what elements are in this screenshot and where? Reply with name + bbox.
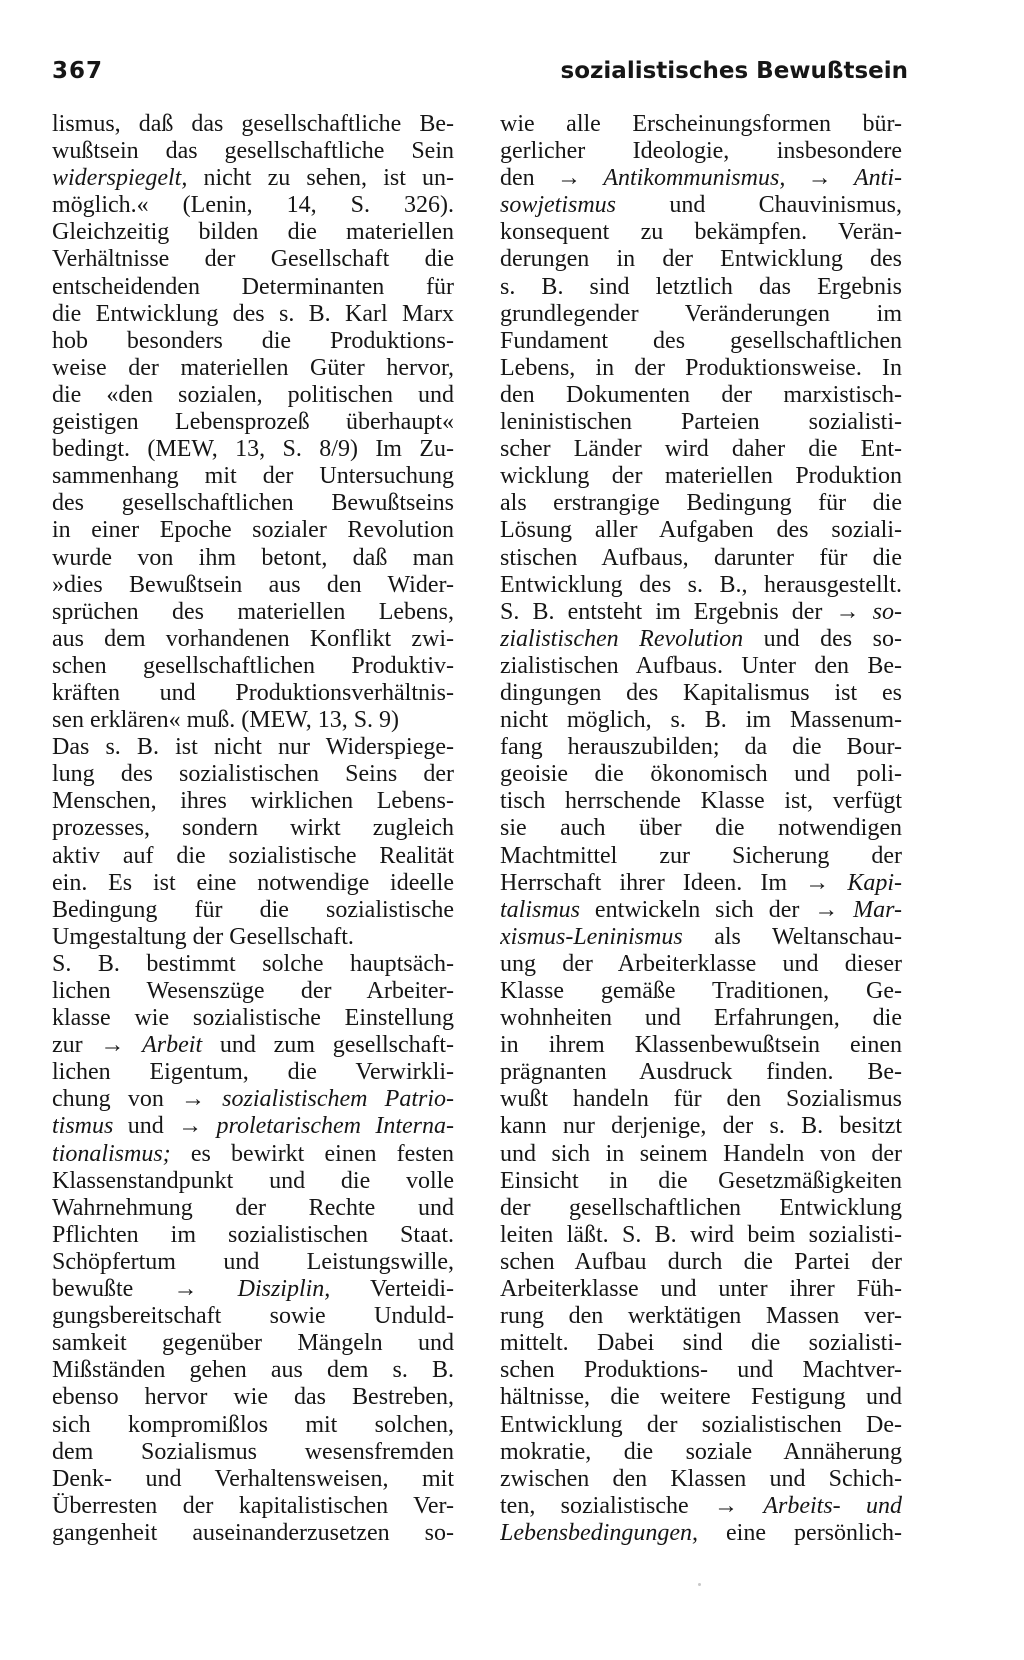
text-line: gungsbereitschaft sowie Unduld-: [52, 1303, 454, 1330]
page-number: 367: [52, 58, 104, 84]
text-line: wußtsein das gesellschaftliche Sein: [52, 138, 454, 165]
text-line: schen Aufbau durch die Partei der: [500, 1248, 902, 1275]
paper-speck: [698, 1583, 701, 1586]
text-line: wie alle Erscheinungsformen bür-: [500, 111, 902, 137]
text-line: möglich.« (Lenin, 14, S. 326).: [52, 192, 454, 219]
left-text-column: [52, 111, 454, 1547]
text-line: Überresten der kapitalistischen Ver-: [52, 1492, 454, 1519]
running-head: sozialistisches Bewußtsein: [560, 58, 908, 84]
text-line: ein. Es ist eine notwendige ideelle: [52, 869, 454, 896]
text-line: ten, sozialistische → Arbeits- und: [500, 1492, 902, 1519]
text-line: gerlicher Ideologie, insbesondere: [500, 138, 902, 165]
text-line: entscheidenden Determinanten für: [52, 273, 454, 300]
text-line: tismus und → proletarischem Interna-: [52, 1113, 454, 1140]
text-line: Wahrnehmung der Rechte und: [52, 1194, 454, 1221]
text-line: talismus entwickeln sich der → Mar-: [500, 896, 902, 923]
text-line: prozesses, sondern wirkt zugleich: [52, 815, 454, 842]
text-line: Schöpfertum und Leistungswille,: [52, 1248, 454, 1275]
text-line: kann nur derjenige, der s. B. besitzt: [500, 1113, 902, 1140]
text-line: »dies Bewußtsein aus den Wider-: [52, 571, 454, 598]
text-line: tionalismus; es bewirkt einen festen: [52, 1140, 454, 1167]
text-line: S. B. entsteht im Ergebnis der → so-: [500, 598, 902, 625]
text-line: den Dokumenten der marxistisch-: [500, 381, 902, 408]
text-line: chung von → sozialistischem Patrio-: [52, 1086, 454, 1113]
text-line: in ihrem Klassenbewußtsein einen: [500, 1032, 902, 1059]
text-line: aus dem vorhandenen Konflikt zwi-: [52, 625, 454, 652]
text-line: zialistischen Aufbaus. Unter den Be-: [500, 652, 902, 679]
text-line: des gesellschaftlichen Bewußtseins: [52, 490, 454, 517]
text-line: ebenso hervor wie das Bestreben,: [52, 1384, 454, 1411]
text-line: hältnisse, die weitere Festigung und: [500, 1384, 902, 1411]
text-line: in einer Epoche sozialer Revolution: [52, 517, 454, 544]
text-line: Machtmittel zur Sicherung der: [500, 842, 902, 869]
right-text-column: [500, 111, 902, 1547]
text-line: zwischen den Klassen und Schich-: [500, 1465, 902, 1492]
text-line: schen Produktions- und Machtver-: [500, 1357, 902, 1384]
text-line: dingungen des Kapitalismus ist es: [500, 679, 902, 706]
text-line: lismus, daß das gesellschaftliche Be-: [52, 111, 454, 137]
text-line: schen gesellschaftlichen Produktiv-: [52, 652, 454, 679]
text-line: zur → Arbeit und zum gesellschaft-: [52, 1032, 454, 1059]
text-line: Herrschaft ihrer Ideen. Im → Kapi-: [500, 869, 902, 896]
text-line: geistigen Lebensprozeß überhaupt«: [52, 409, 454, 436]
text-line: wicklung der materiellen Produktion: [500, 463, 902, 490]
text-line: konsequent zu bekämpfen. Verän-: [500, 219, 902, 246]
text-line: mittelt. Dabei sind die sozialisti-: [500, 1330, 902, 1357]
text-line: lung des sozialistischen Seins der: [52, 761, 454, 788]
text-line: Arbeiterklasse und unter ihrer Füh-: [500, 1276, 902, 1303]
text-line: widerspiegelt, nicht zu sehen, ist un-: [52, 165, 454, 192]
text-line: Fundament des gesellschaftlichen: [500, 327, 902, 354]
text-line: dem Sozialismus wesensfremden: [52, 1438, 454, 1465]
text-line: tisch herrschende Klasse ist, verfügt: [500, 788, 902, 815]
text-line: sowjetismus und Chauvinismus,: [500, 192, 902, 219]
text-line: stischen Aufbaus, darunter für die: [500, 544, 902, 571]
text-line: S. B. bestimmt solche hauptsäch-: [52, 950, 454, 977]
text-line: als erstrangige Bedingung für die: [500, 490, 902, 517]
text-line: sie auch über die notwendigen: [500, 815, 902, 842]
text-line: samkeit gegenüber Mängeln und: [52, 1330, 454, 1357]
text-line: wußt handeln für den Sozialismus: [500, 1086, 902, 1113]
text-line: Verhältnisse der Gesellschaft die: [52, 246, 454, 273]
text-line: sprüchen des materiellen Lebens,: [52, 598, 454, 625]
text-line: Lebens, in der Produktionsweise. In: [500, 354, 902, 381]
text-line: gangenheit auseinanderzusetzen so-: [52, 1519, 454, 1546]
text-line: mokratie, die soziale Annäherung: [500, 1438, 902, 1465]
text-line: sen erklären« muß. (MEW, 13, S. 9): [52, 707, 400, 734]
text-line: sich kompromißlos mit solchen,: [52, 1411, 454, 1438]
text-line: kräften und Produktionsverhältnis-: [52, 679, 454, 706]
text-line: wohnheiten und Erfahrungen, die: [500, 1005, 902, 1032]
text-line: den → Antikommunismus, → Anti-: [500, 165, 902, 192]
text-line: leninistischen Parteien sozialisti-: [500, 409, 902, 436]
text-line: Klassenstandpunkt und die volle: [52, 1167, 454, 1194]
text-line: ung der Arbeiterklasse und dieser: [500, 950, 902, 977]
text-line: Umgestaltung der Gesellschaft.: [52, 923, 354, 950]
text-line: Denk- und Verhaltensweisen, mit: [52, 1465, 454, 1492]
page-header: [52, 50, 908, 90]
text-line: Lebensbedingungen, eine persönlich-: [500, 1519, 902, 1546]
text-line: bedingt. (MEW, 13, S. 8/9) Im Zu-: [52, 436, 454, 463]
text-line: Einsicht in die Gesetzmäßigkeiten: [500, 1167, 902, 1194]
text-line: grundlegender Veränderungen im: [500, 300, 902, 327]
text-line: Menschen, ihres wirklichen Lebens-: [52, 788, 454, 815]
text-line: klasse wie sozialistische Einstellung: [52, 1005, 454, 1032]
text-line: s. B. sind letztlich das Ergebnis: [500, 273, 902, 300]
text-line: leiten läßt. S. B. wird beim sozialisti-: [500, 1221, 902, 1248]
text-line: Gleichzeitig bilden die materiellen: [52, 219, 454, 246]
text-line: Lösung aller Aufgaben des soziali-: [500, 517, 902, 544]
text-line: Entwicklung des s. B., herausgestellt.: [500, 571, 902, 598]
text-line: der gesellschaftlichen Entwicklung: [500, 1194, 902, 1221]
text-line: aktiv auf die sozialistische Realität: [52, 842, 454, 869]
text-line: Klasse gemäße Traditionen, Ge-: [500, 978, 902, 1004]
text-line: prägnanten Ausdruck finden. Be-: [500, 1059, 902, 1086]
text-line: bewußte → Disziplin, Verteidi-: [52, 1276, 454, 1303]
text-line: Bedingung für die sozialistische: [52, 896, 454, 923]
text-line: und sich in seinem Handeln von der: [500, 1140, 902, 1167]
text-line: Entwicklung der sozialistischen De-: [500, 1411, 902, 1438]
text-line: derungen in der Entwicklung des: [500, 246, 902, 273]
text-line: hob besonders die Produktions-: [52, 327, 454, 354]
text-line: rung den werktätigen Massen ver-: [500, 1303, 902, 1330]
text-line: fang herauszubilden; da die Bour-: [500, 734, 902, 761]
text-line: geoisie die ökonomisch und poli-: [500, 761, 902, 788]
text-line: wurde von ihm betont, daß man: [52, 544, 454, 571]
text-line: lichen Wesenszüge der Arbeiter-: [52, 978, 454, 1004]
text-line: die Entwicklung des s. B. Karl Marx: [52, 300, 454, 327]
text-line: Mißständen gehen aus dem s. B.: [52, 1357, 454, 1384]
text-line: Das s. B. ist nicht nur Widerspiege-: [52, 734, 454, 761]
text-line: Pflichten im sozialistischen Staat.: [52, 1221, 454, 1248]
text-line: lichen Eigentum, die Verwirkli-: [52, 1059, 454, 1086]
text-line: sammenhang mit der Untersuchung: [52, 463, 454, 490]
text-line: scher Länder wird daher die Ent-: [500, 436, 902, 463]
text-line: die «den sozialen, politischen und: [52, 381, 454, 408]
text-line: xismus-Leninismus als Weltanschau-: [500, 923, 902, 950]
text-line: zialistischen Revolution und des so-: [500, 625, 902, 652]
text-line: nicht möglich, s. B. im Massenum-: [500, 707, 902, 734]
text-line: weise der materiellen Güter hervor,: [52, 354, 454, 381]
